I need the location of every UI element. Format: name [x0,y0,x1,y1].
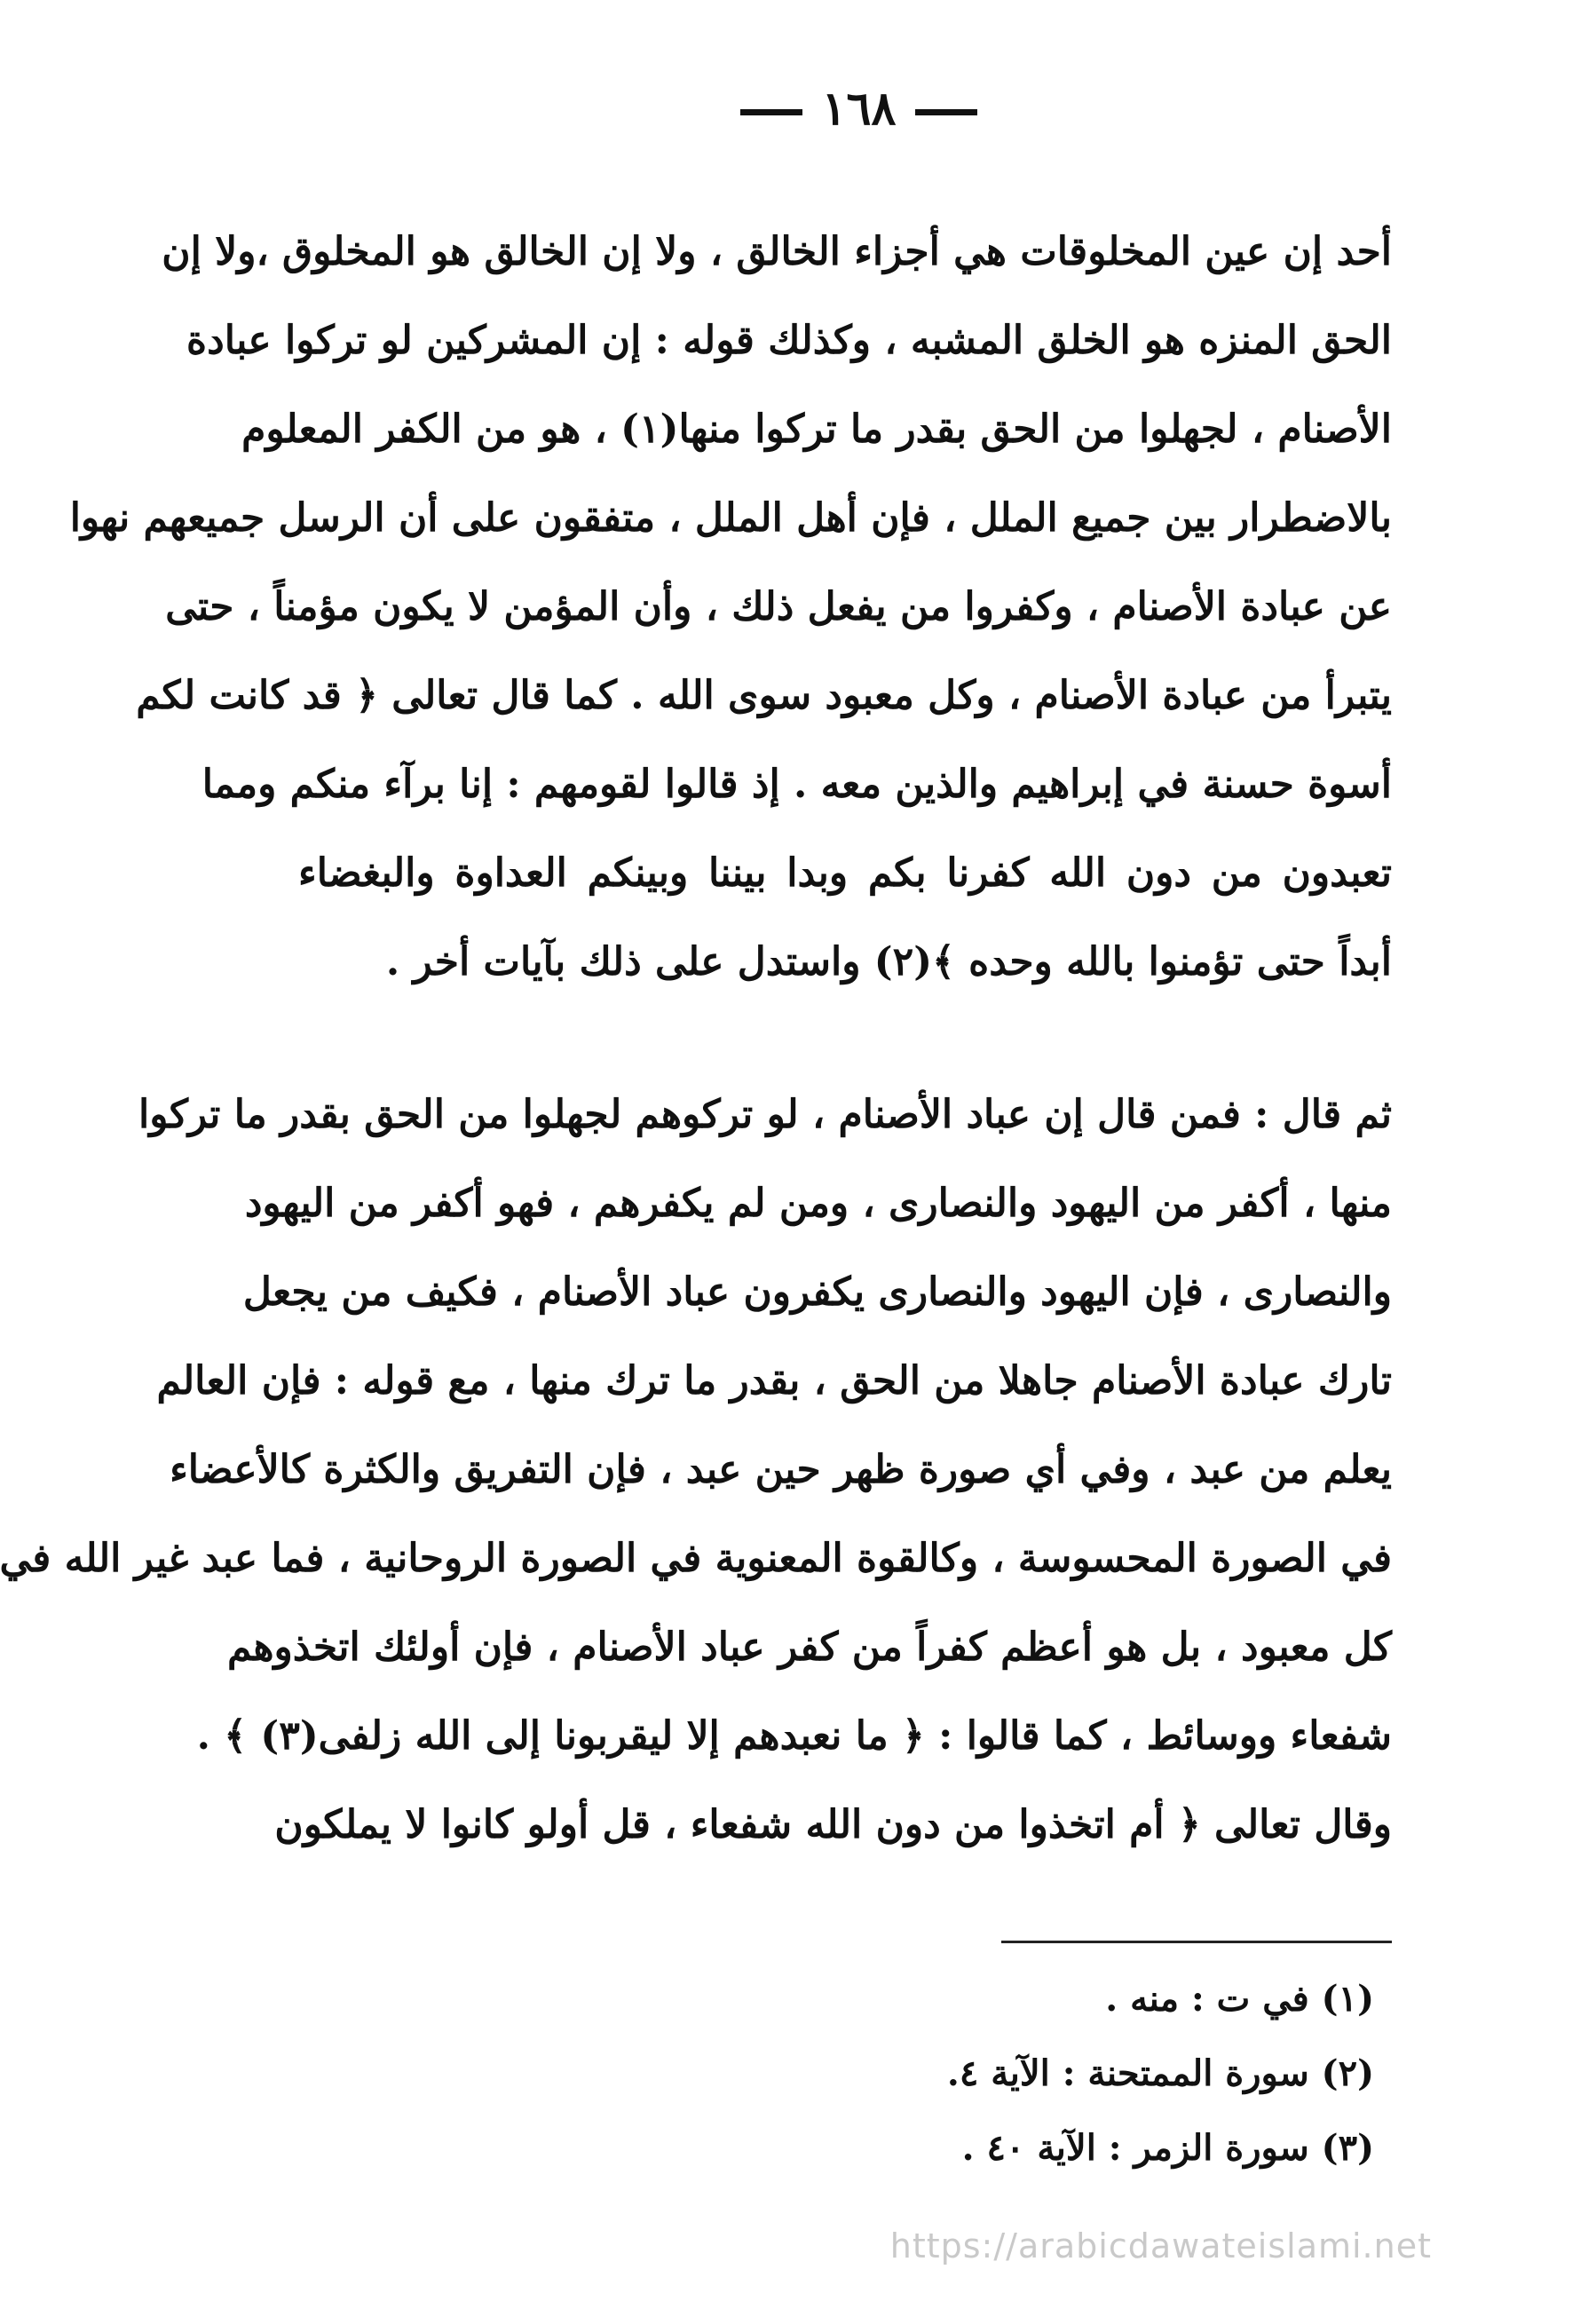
text-line: الحق المنزه هو الخلق المشبه ، وكذلك قوله : إن المشركين لو تركوا عبادة [186,318,1392,363]
text-line: يتبرأ من عبادة الأصنام ، وكل معبود سوى الله . كما قال تعالى ﴿ قد كانت لكم [136,673,1392,718]
page-number [122,82,1596,136]
footnotes [947,1962,1374,2186]
text-line: يعلم من عبد ، وفي أي صورة ظهر حين عبد ، فإن التفريق والكثرة كالأعضاء [170,1447,1392,1492]
watermark-url: https://arabicdawateislami.net [889,2226,1432,2265]
footnote-3: (٣) سورة الزمر : الآية ٤٠ . [961,2127,1374,2169]
text-line: تعبدون من دون الله كفرنا بكم وبدا بيننا وبينكم العداوة والبغضاء [298,850,1392,896]
footnote-1: (١) في ت : منه . [1105,1978,1374,2020]
text-line: وقال تعالى ﴿ أم اتخذوا من دون الله شفعاء ، قل أولو كانوا لا يملكون [274,1802,1392,1847]
text-line: والنصارى ، فإن اليهود والنصارى يكفرون عباد الأصنام ، فكيف من يجعل [242,1269,1392,1315]
text-line: أحد إن عين المخلوقات هي أجزاء الخالق ، ولا إن الخالق هو المخلوق ،ولا إن [162,229,1392,274]
footnote-divider [1001,1941,1392,1943]
text-line: بالاضطرار بين جميع الملل ، فإن أهل الملل ، متفقون على أن الرسل جميعهم نهوا [69,495,1392,541]
left-dash [740,109,802,115]
page-number-text: ١٦٨ [821,82,897,136]
text-line: منها ، أكفر من اليهود والنصارى ، ومن لم يكفرهم ، فهو أكفر من اليهود [244,1181,1392,1226]
text-line: تارك عبادة الأصنام جاهلا من الحق ، بقدر ما ترك منها ، مع قوله : فإن العالم [156,1358,1392,1404]
paragraph-2 [0,1071,1392,1870]
text-line: كل معبود ، بل هو أعظم كفراً من كفر عباد الأصنام ، فإن أولئك اتخذوهم [227,1625,1392,1670]
footnote-2: (٢) سورة الممتحنة : الآية ٤. [946,2052,1374,2094]
right-dash [915,109,977,115]
text-line: الأصنام ، لجهلوا من الحق بقدر ما تركوا منها(١) ، هو من الكفر المعلوم [241,407,1392,452]
text-line: شفعاء ووسائط ، كما قالوا : ﴿ ما نعبدهم إلا ليقربونا إلى الله زلفى(٣) ﴾ . [196,1713,1392,1759]
text-line: أبداً حتى تؤمنوا بالله وحده ﴾(٢) واستدل على ذلك بآيات أخر . [385,939,1392,984]
text-line: عن عبادة الأصنام ، وكفروا من يفعل ذلك ، وأن المؤمن لا يكون مؤمناً ، حتى [165,584,1392,629]
text-line: ثم قال : فمن قال إن عباد الأصنام ، لو تركوهم لجهلوا من الحق بقدر ما تركوا [138,1092,1392,1137]
text-line: في الصورة المحسوسة ، وكالقوة المعنوية في الصورة الروحانية ، فما عبد غير الله في [0,1536,1392,1581]
paragraph-1 [69,208,1392,1007]
text-line: أسوة حسنة في إبراهيم والذين معه . إذ قالوا لقومهم : إنا برآء منكم ومما [201,762,1392,807]
